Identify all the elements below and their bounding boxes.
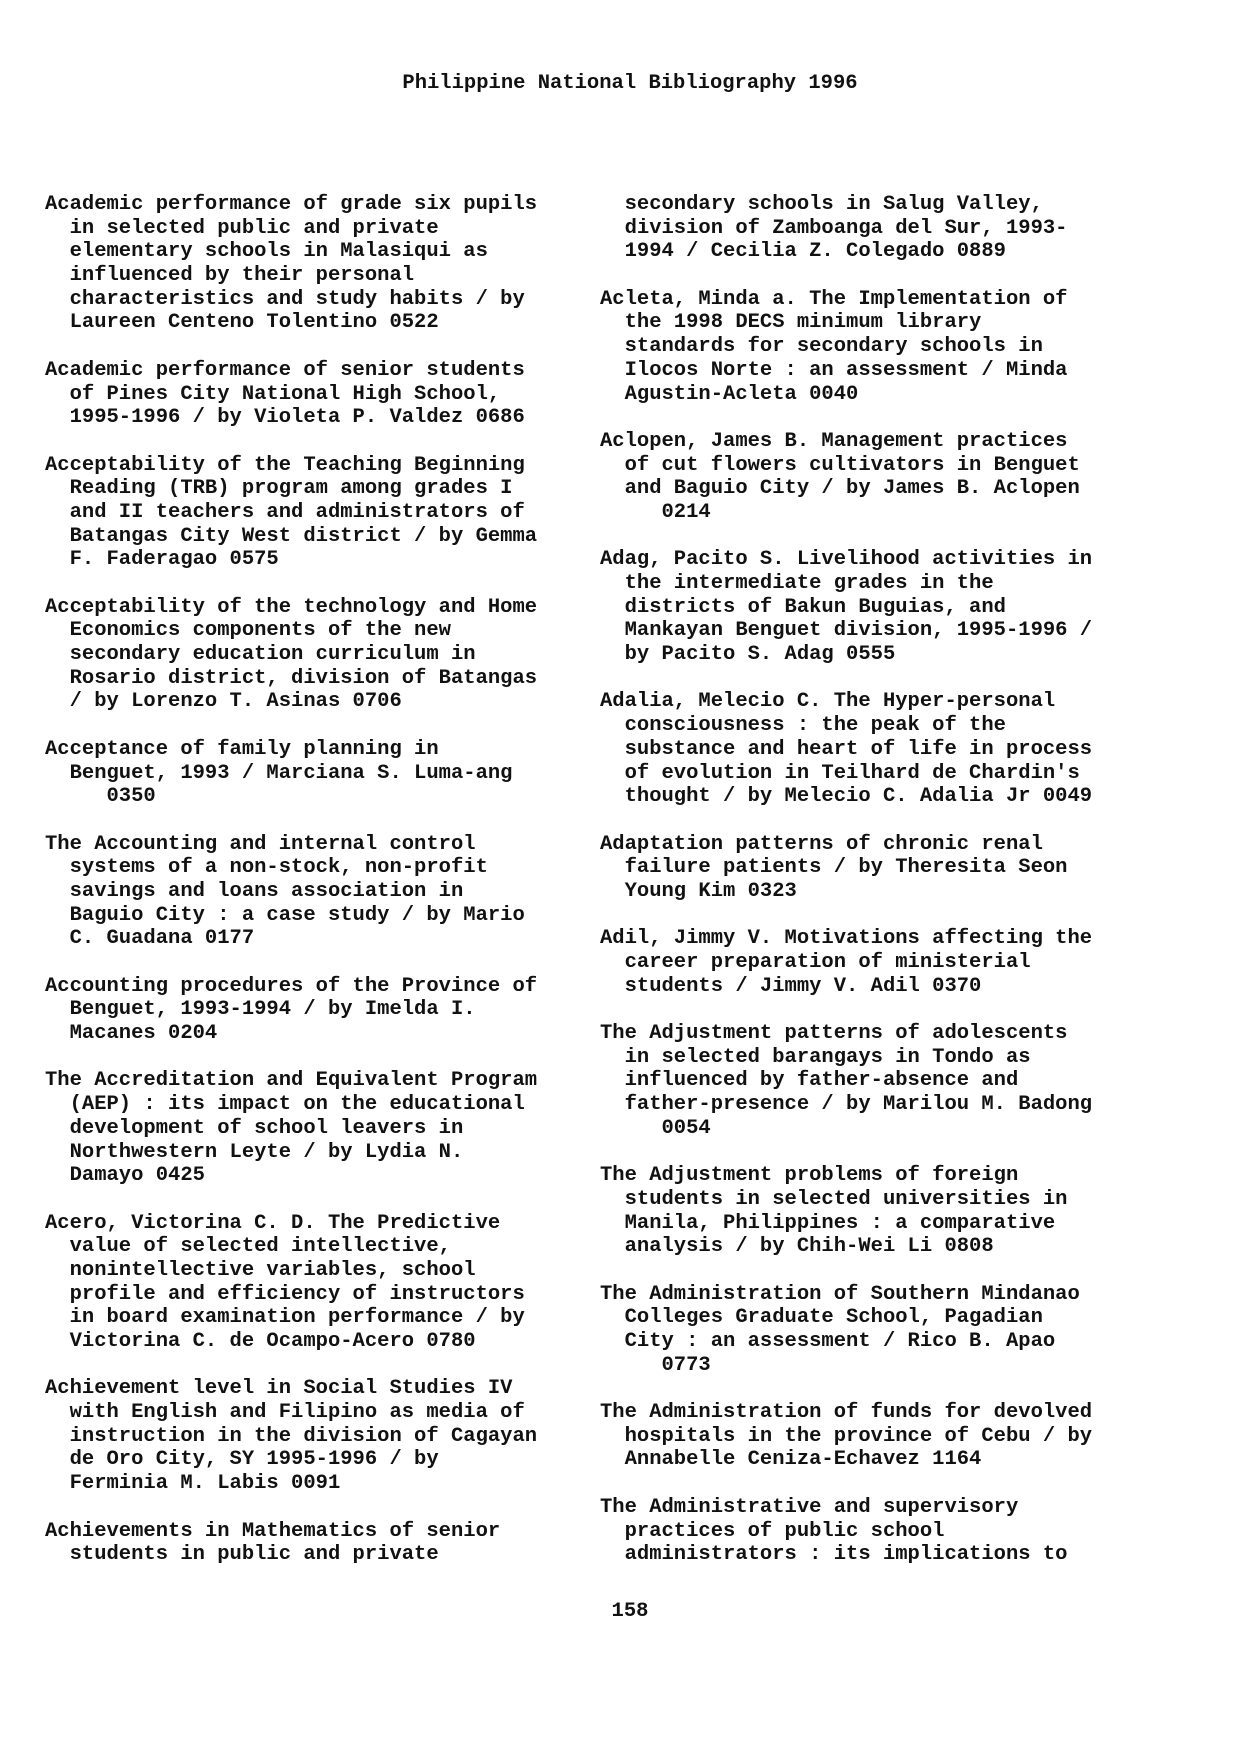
bibliography-line: development of school leavers in [45,1116,464,1140]
bibliography-line: thought / by Melecio C. Adalia Jr 0049 [600,785,1093,809]
bibliography-line: of Pines City National High School, [45,382,501,406]
bibliography-line: The Accreditation and Equivalent Program [45,1069,538,1093]
bibliography-line: analysis / by Chih-Wei Li 0808 [600,1235,994,1259]
bibliography-line: Acceptance of family planning in [45,737,439,761]
bibliography-line: 0773 [600,1353,711,1377]
entry-spacer [600,904,1170,928]
bibliography-line: with English and Filipino as media of [45,1401,525,1425]
entry-spacer [45,335,615,359]
bibliography-line: in selected public and private [45,216,439,240]
right-column [600,193,1170,1567]
bibliography-line: hospitals in the province of Cebu / by [600,1424,1093,1448]
entry-spacer [600,264,1170,288]
entry-spacer [600,1472,1170,1496]
bibliography-line: The Accounting and internal control [45,832,476,856]
bibliography-line: districts of Bakun Buguias, and [600,595,1006,619]
bibliography-line: Colleges Graduate School, Pagadian [600,1306,1043,1330]
entry-spacer [45,1496,615,1520]
bibliography-line: students in selected universities in [600,1187,1068,1211]
entry-spacer [45,430,615,454]
bibliography-line: F. Faderagao 0575 [45,548,279,572]
bibliography-line: City : an assessment / Rico B. Apao [600,1330,1056,1353]
bibliography-line: in board examination performance / by [45,1306,525,1330]
bibliography-line: Benguet, 1993-1994 / by Imelda I. [45,998,476,1022]
bibliography-line: substance and heart of life in process [600,737,1093,761]
bibliography-line: by Pacito S. Adag 0555 [600,643,896,667]
bibliography-line: Laureen Centeno Tolentino 0522 [45,311,439,335]
bibliography-line: students in public and private [45,1543,439,1567]
entry-spacer [600,998,1170,1022]
bibliography-line: and II teachers and administrators of [45,500,525,524]
bibliography-line: Northwestern Leyte / by Lydia N. [45,1140,464,1164]
entry-spacer [45,951,615,975]
entry-spacer [45,1354,615,1378]
bibliography-line: Accounting procedures of the Province of [45,974,538,998]
bibliography-line: career preparation of ministerial [600,951,1031,974]
bibliography-line: Achievement level in Social Studies IV [45,1377,513,1401]
bibliography-line: Acceptability of the Teaching Beginning [45,453,525,477]
bibliography-line: Aclopen, James B. Management practices [600,429,1068,453]
bibliography-line: Victorina C. de Ocampo-Acero 0780 [45,1330,476,1353]
entry-spacer [45,714,615,738]
entry-spacer [45,1046,615,1070]
bibliography-line: (AEP) : its impact on the educational [45,1093,525,1117]
entry-spacer [45,1188,615,1212]
bibliography-line: Adag, Pacito S. Livelihood activities in [600,548,1093,572]
bibliography-line: standards for secondary schools in [600,335,1043,359]
bibliography-line: systems of a non-stock, non-profit [45,856,488,880]
bibliography-line: Acero, Victorina C. D. The Predictive [45,1211,501,1235]
bibliography-line: secondary schools in Salug Valley, [600,193,1043,216]
bibliography-line: The Adjustment patterns of adolescents [600,1022,1068,1046]
bibliography-line: division of Zamboanga del Sur, 1993- [600,216,1068,240]
entry-spacer [45,572,615,596]
bibliography-line: Agustin-Acleta 0040 [600,382,859,406]
bibliography-line: Mankayan Benguet division, 1995-1996 / [600,619,1093,643]
bibliography-line: Ferminia M. Labis 0091 [45,1472,341,1496]
entry-spacer [600,525,1170,549]
page-title: Philippine National Bibliography 1996 [402,72,858,95]
bibliography-line: / by Lorenzo T. Asinas 0706 [45,690,402,714]
bibliography-line: the intermediate grades in the [600,572,994,595]
bibliography-line: de Oro City, SY 1995-1996 / by [45,1448,439,1472]
left-column [45,193,615,1567]
bibliography-line: The Administrative and supervisory [600,1495,1019,1519]
bibliography-line: Baguio City : a case study / by Mario [45,903,525,927]
bibliography-line: 0214 [600,500,711,524]
entry-spacer [600,809,1170,833]
bibliography-line: Batangas City West district / by Gemma [45,524,538,548]
bibliography-line: Macanes 0204 [45,1022,218,1046]
bibliography-line: influenced by their personal [45,264,415,288]
bibliography-line: 1994 / Cecilia Z. Colegado 0889 [600,240,1006,264]
bibliography-line: Adalia, Melecio C. The Hyper-personal [600,690,1056,714]
bibliography-line: secondary education curriculum in [45,643,476,667]
entry-spacer [600,667,1170,691]
bibliography-line: Adil, Jimmy V. Motivations affecting the [600,927,1093,951]
entry-spacer [600,406,1170,430]
entry-spacer [600,1377,1170,1401]
bibliography-line: Economics components of the new [45,619,451,643]
bibliography-line: Achievements in Mathematics of senior [45,1519,501,1543]
bibliography-line: failure patients / by Theresita Seon [600,856,1068,880]
bibliography-line: value of selected intellective, [45,1235,451,1259]
bibliography-line: Reading (TRB) program among grades I [45,477,513,501]
bibliography-line: Acleta, Minda a. The Implementation of [600,287,1068,311]
bibliography-line: profile and efficiency of instructors [45,1282,525,1306]
entry-spacer [600,1259,1170,1283]
bibliography-line: Annabelle Ceniza-Echavez 1164 [600,1448,982,1472]
bibliography-line: The Administration of Southern Mindanao [600,1282,1080,1306]
bibliography-line: 1995-1996 / by Violeta P. Valdez 0686 [45,406,525,430]
bibliography-line: 0054 [600,1116,711,1140]
bibliography-line: the 1998 DECS minimum library [600,311,982,335]
bibliography-line: in selected barangays in Tondo as [600,1045,1031,1069]
bibliography-line: nonintellective variables, school [45,1258,476,1282]
bibliography-line: Young Kim 0323 [600,879,797,903]
bibliography-line: savings and loans association in [45,879,464,903]
bibliography-line: father-presence / by Marilou M. Badong [600,1093,1093,1117]
bibliography-line: practices of public school [600,1519,945,1543]
bibliography-line: Damayo 0425 [45,1164,205,1188]
bibliography-line: Manila, Philippines : a comparative [600,1211,1056,1235]
bibliography-line: administrators : its implications to [600,1543,1068,1567]
bibliography-line: characteristics and study habits / by [45,287,525,311]
bibliography-line: C. Guadana 0177 [45,927,255,951]
bibliography-line: of evolution in Teilhard de Chardin's [600,761,1080,785]
bibliography-line: of cut flowers cultivators in Benguet [600,453,1080,477]
bibliography-line: 0350 [45,785,156,809]
bibliography-line: Academic performance of senior students [45,358,525,382]
bibliography-line: and Baguio City / by James B. Aclopen [600,477,1080,501]
entry-spacer [45,809,615,833]
bibliography-line: Benguet, 1993 / Marciana S. Luma-ang [45,761,513,785]
bibliography-line: Rosario district, division of Batangas [45,666,538,690]
bibliography-line: Adaptation patterns of chronic renal [600,832,1043,856]
bibliography-line: consciousness : the peak of the [600,714,1006,738]
bibliography-line: elementary schools in Malasiqui as [45,240,488,264]
entry-spacer [600,1141,1170,1165]
page-number: 158 [611,1600,649,1623]
bibliography-line: influenced by father-absence and [600,1069,1019,1093]
bibliography-line: Ilocos Norte : an assessment / Minda [600,358,1068,382]
bibliography-line: The Administration of funds for devolved [600,1401,1093,1425]
bibliography-line: instruction in the division of Cagayan [45,1424,538,1448]
bibliography-line: students / Jimmy V. Adil 0370 [600,974,982,998]
bibliography-line: Academic performance of grade six pupils [45,193,538,216]
bibliography-line: The Adjustment problems of foreign [600,1164,1019,1188]
bibliography-line: Acceptability of the technology and Home [45,595,538,619]
